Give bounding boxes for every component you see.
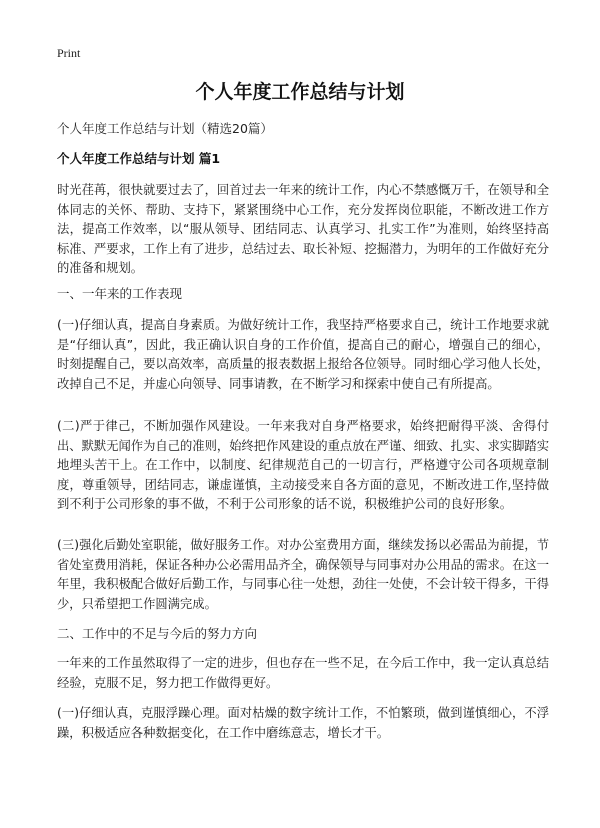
paragraph-logistics-service: (三)强化后勤处室职能，做好服务工作。对办公室费用方面，继续发扬以必需品为前提，节省处室费用消耗，保证各种办公必需用品齐全，确保领导与同事对办公用品的需求。在这一年里，我积极配合做好后勤工作，与同事心往一处想，劲往一处使，不会计较干得多，干得少，只希望把工作圆满完成。 <box>57 538 549 611</box>
print-link[interactable]: Print <box>57 46 81 60</box>
paragraph-self-discipline: (二)严于律己，不断加强作风建设。一年来我对自身严格要求，始终把耐得平淡、舍得付出、默默无闻作为自己的准则，始终把作风建设的重点放在严谨、细致、扎实、求实脚踏实地埋头苦干上。在工作中，以制度、纪律规范自己的一切言行，严格遵守公司各项规章制度，尊重领导，团结同志，谦虚谨慎，主动接受来自各方面的意见，不断改进工作,坚持做到不利于公司形象的事不做，不利于公司形象的话不说，积极维护公司的良好形象。 <box>57 419 549 512</box>
heading-shortcomings: 二、工作中的不足与今后的努力方向 <box>57 626 258 641</box>
paragraph-careful-diligent: (一)仔细认真，提高自身素质。为做好统计工作，我坚持严格要求自己，统计工作地要求就是“仔细认真”，因此，我正确认识自身的工作价值，提高自己的耐心，增强自己的细心，时刻提醒自己，要以高效率，高质量的报表数据上报给各位领导。同时细心学习他人长处，改掉自己不足，并虚心向领导、同事请教，在不断学习和探索中使自己有所提高。 <box>57 318 549 391</box>
paragraph-shortcomings-summary: 一年来的工作虽然取得了一定的进步，但也存在一些不足，在今后工作中，我一定认真总结经验，克服不足，努力把工作做得更好。 <box>57 656 549 690</box>
section-title: 个人年度工作总结与计划 篇1 <box>57 151 221 166</box>
heading-work-performance: 一、一年来的工作表现 <box>57 286 183 301</box>
paragraph-overcome-impatience: (一)仔细认真，克服浮躁心理。面对枯燥的数字统计工作，不怕繁琐，做到谨慎细心，不浮躁，积极适应各种数据变化，在工作中磨练意志，增长才干。 <box>57 706 549 740</box>
document-subtitle: 个人年度工作总结与计划（精选20篇） <box>57 121 273 136</box>
intro-paragraph: 时光荏苒，很快就要过去了，回首过去一年来的统计工作，内心不禁感慨万千，在领导和全体同志的关怀、帮助、支持下，紧紧围绕中心工作，充分发挥岗位职能，不断改进工作方法，提高工作效率，以“服从领导、团结同志、认真学习、扎实工作”为准则，始终坚持高标准、严要求，工作上有了进步，总结过去、取长补短、挖掘潜力，为明年的工作做好充分的准备和规划。 <box>57 183 549 276</box>
page-title: 个人年度工作总结与计划 <box>195 81 405 103</box>
